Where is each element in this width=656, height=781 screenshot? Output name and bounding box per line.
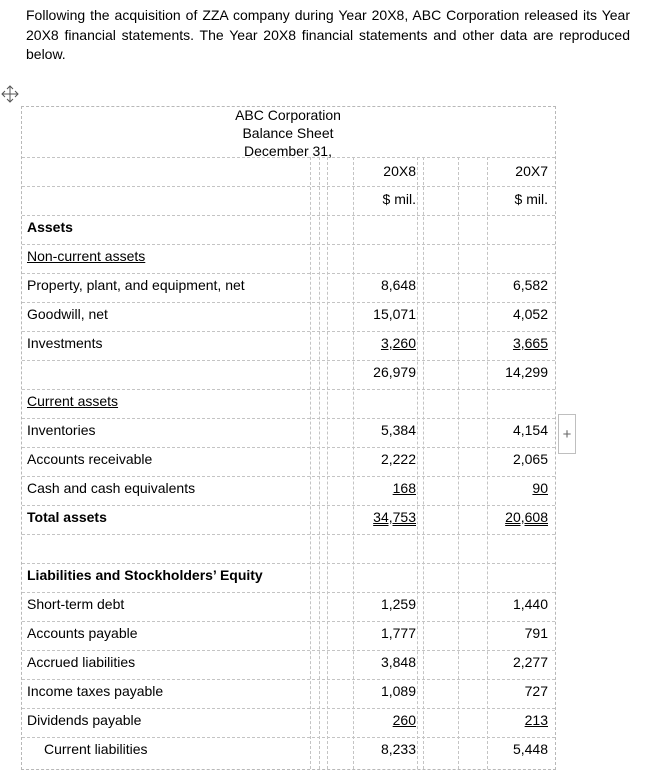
- noncurrent-total-20x7: 14,299: [505, 364, 548, 380]
- balance-sheet-table: [21, 106, 556, 770]
- row-value-current-liabilities-20x7: 5,448: [512, 741, 548, 757]
- row-label-total-assets: Total assets: [27, 509, 107, 525]
- row-value-income-taxes-payable-20x8: 1,089: [380, 683, 416, 699]
- row-label-goodwill: Goodwill, net: [27, 306, 108, 322]
- row-label-income-taxes-payable: Income taxes payable: [27, 683, 164, 699]
- section-current-assets: Current assets: [27, 393, 119, 409]
- row-value-accounts-payable-20x7: 791: [524, 625, 548, 641]
- intro-paragraph: Following the acquisition of ZZA company during Year 20X8, ABC Corporation released its Year 20X8 financial statements. The Year 20X8 financial statements and other data are reproduced below.: [26, 7, 630, 62]
- column-year-20x7: 20X7: [515, 163, 548, 179]
- row-value-income-taxes-payable-20x7: 727: [524, 683, 548, 699]
- section-liabilities-equity: Liabilities and Stockholders’ Equity: [27, 567, 263, 583]
- row-value-ppe-20x8: 8,648: [380, 277, 416, 293]
- section-assets: Assets: [27, 219, 73, 235]
- row-value-ppe-20x7: 6,582: [512, 277, 548, 293]
- row-label-accrued-liabilities: Accrued liabilities: [27, 654, 136, 670]
- noncurrent-total-20x8: 26,979: [373, 364, 416, 380]
- row-label-dividends-payable: Dividends payable: [27, 712, 142, 728]
- row-value-cash-20x8: 168: [392, 480, 416, 496]
- section-noncurrent-assets: Non-current assets: [27, 248, 146, 264]
- row-value-goodwill-20x7: 4,052: [512, 306, 548, 322]
- row-label-short-term-debt: Short-term debt: [27, 596, 125, 612]
- row-label-cash: Cash and cash equivalents: [27, 480, 196, 496]
- row-value-investments-20x7: 3,665: [512, 335, 548, 351]
- row-value-short-term-debt-20x8: 1,259: [380, 596, 416, 612]
- statement-title: Balance Sheet: [242, 125, 334, 141]
- row-value-investments-20x8: 3,260: [380, 335, 416, 351]
- row-label-investments: Investments: [27, 335, 103, 351]
- row-value-inventories-20x7: 4,154: [512, 422, 548, 438]
- statement-date: December 31,: [244, 143, 332, 159]
- row-value-accounts-receivable-20x7: 2,065: [512, 451, 548, 467]
- row-label-accounts-receivable: Accounts receivable: [27, 451, 153, 467]
- row-value-accounts-payable-20x8: 1,777: [380, 625, 416, 641]
- column-year-20x8: 20X8: [383, 163, 416, 179]
- row-value-current-liabilities-20x8: 8,233: [380, 741, 416, 757]
- row-label-inventories: Inventories: [27, 422, 96, 438]
- row-label-accounts-payable: Accounts payable: [27, 625, 138, 641]
- plus-icon: +: [562, 425, 572, 443]
- row-value-short-term-debt-20x7: 1,440: [512, 596, 548, 612]
- row-value-total-assets-20x7: 20,608: [505, 509, 548, 525]
- move-icon[interactable]: [0, 84, 20, 104]
- add-column-button[interactable]: [558, 414, 576, 454]
- row-value-cash-20x7: 90: [532, 480, 548, 496]
- row-value-total-assets-20x8: 34,753: [373, 509, 416, 525]
- row-value-accrued-liabilities-20x7: 2,277: [512, 654, 548, 670]
- row-value-accounts-receivable-20x8: 2,222: [380, 451, 416, 467]
- row-value-dividends-payable-20x8: 260: [392, 712, 416, 728]
- row-value-goodwill-20x8: 15,071: [373, 306, 416, 322]
- column-unit-20x8: $ mil.: [382, 191, 416, 207]
- company-name: ABC Corporation: [235, 107, 341, 123]
- row-label-current-liabilities: Current liabilities: [44, 741, 148, 757]
- row-value-dividends-payable-20x7: 213: [524, 712, 548, 728]
- row-value-inventories-20x8: 5,384: [380, 422, 416, 438]
- row-value-accrued-liabilities-20x8: 3,848: [380, 654, 416, 670]
- column-unit-20x7: $ mil.: [514, 191, 548, 207]
- row-label-ppe: Property, plant, and equipment, net: [27, 277, 245, 293]
